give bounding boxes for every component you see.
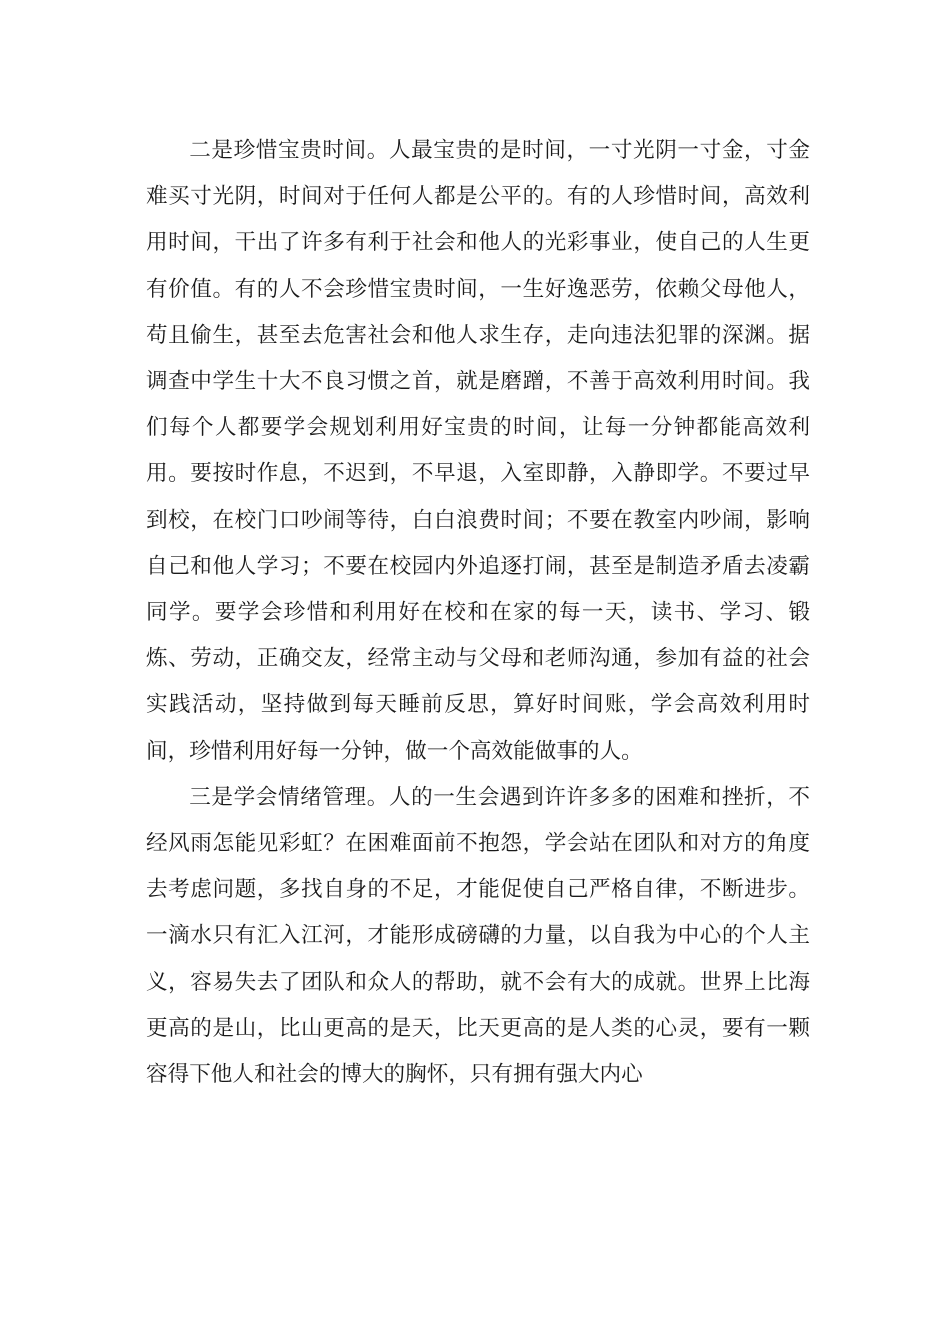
paragraph-emotion-management: 三是学会情绪管理。人的一生会遇到许许多多的困难和挫折，不经风雨怎能见彩虹？在困难面前不抱怨，学会站在团队和对方的角度去考虑问题，多找自身的不足，才能促使自己严格自律，不断进步。一滴水只有汇入江河，才能形成磅礴的力量，以自我为中心的个人主义，容易失去了团队和众人的帮助，就不会有大的成就。世界上比海更高的是山，比山更高的是天，比天更高的是人类的心灵，要有一颗容得下他人和社会的博大的胸怀，只有拥有强大内心 (146, 784, 810, 1088)
body-text (146, 128, 810, 1098)
paragraph-cherish-time: 二是珍惜宝贵时间。人最宝贵的是时间，一寸光阴一寸金，寸金难买寸光阴，时间对于任何人都是公平的。有的人珍惜时间，高效利用时间，干出了许多有利于社会和他人的光彩事业，使自己的人生更有价值。有的人不会珍惜宝贵时间，一生好逸恶劳，依赖父母他人，苟且偷生，甚至去危害社会和他人求生存，走向违法犯罪的深渊。据调查中学生十大不良习惯之首，就是磨蹭，不善于高效利用时间。我们每个人都要学会规划利用好宝贵的时间，让每一分钟都能高效利用。要按时作息，不迟到，不早退，入室即静，入静即学。不要过早到校，在校门口吵闹等待，白白浪费时间；不要在教室内吵闹，影响自己和他人学习；不要在校园内外追逐打闹，甚至是制造矛盾去凌霸同学。要学会珍惜和利用好在校和在家的每一天，读书、学习、锻炼、劳动，正确交友，经常主动与父母和老师沟通，参加有益的社会实践活动，坚持做到每天睡前反思，算好时间账，学会高效利用时间，珍惜利用好每一分钟，做一个高效能做事的人。 (146, 138, 810, 764)
